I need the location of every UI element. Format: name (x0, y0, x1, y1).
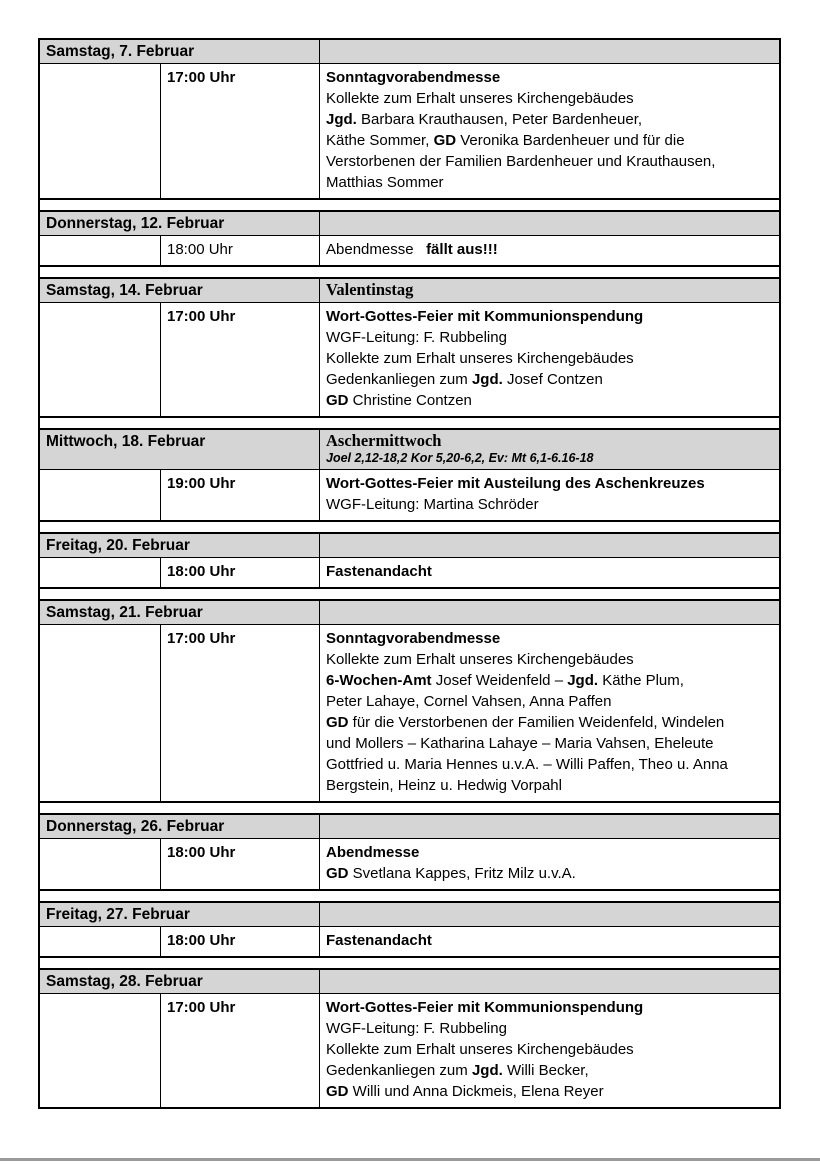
description-run-bold: GD (326, 1083, 349, 1100)
scripture-reference: Joel 2,12-18,2 Kor 5,20-6,2, Ev: Mt 6,1-6.16-18 (326, 451, 594, 465)
description-line (326, 327, 773, 348)
day-header-right-cell (320, 815, 779, 838)
description-run: Josef Weidenfeld – (431, 672, 568, 689)
entry-description (320, 470, 779, 520)
description-run-bold: 6-Wochen-Amt (326, 672, 432, 689)
empty-cell (40, 470, 161, 520)
description-run-bold: Sonntagvorabendmesse (326, 69, 501, 86)
description-run: Willi und Anna Dickmeis, Elena Reyer (348, 1083, 604, 1100)
description-run-bold: Jgd. (326, 111, 357, 128)
description-run: Peter Lahaye, Cornel Vahsen, Anna Paffen (326, 693, 612, 710)
date-label: Samstag, 28. Februar (40, 970, 320, 993)
description-run: Käthe Plum, (598, 672, 684, 689)
description-run: für die Verstorbenen der Familien Weidenfeld, Windelen (348, 714, 725, 731)
description-run-bold: Sonntagvorabendmesse (326, 630, 501, 647)
schedule-entry (40, 557, 779, 587)
empty-cell (40, 927, 161, 956)
description-line (326, 712, 773, 733)
description-run: Christine Contzen (348, 392, 472, 409)
entry-description (320, 994, 779, 1107)
description-line (326, 754, 773, 775)
day-header-right-cell (320, 970, 779, 993)
description-line (326, 649, 773, 670)
description-run-bold: Wort-Gottes-Feier mit Austeilung des Aschenkreuzes (326, 475, 705, 492)
day-header-right-cell (320, 601, 779, 624)
description-line (326, 348, 773, 369)
description-line (326, 67, 773, 88)
section-gap (40, 200, 779, 210)
entry-description (320, 839, 779, 889)
time-label: 19:00 Uhr (161, 470, 320, 520)
empty-cell (40, 994, 161, 1107)
schedule-entry (40, 993, 779, 1107)
description-run: Kollekte zum Erhalt unseres Kirchengebäudes (326, 651, 634, 668)
entry-description (320, 625, 779, 801)
description-line (326, 473, 773, 494)
time-label: 18:00 Uhr (161, 927, 320, 956)
date-label: Donnerstag, 26. Februar (40, 815, 320, 838)
day-section (40, 813, 779, 891)
schedule-entry (40, 624, 779, 801)
description-run: Matthias Sommer (326, 174, 444, 191)
day-section (40, 277, 779, 418)
description-run-bold: Wort-Gottes-Feier mit Kommunionspendung (326, 999, 644, 1016)
section-date-header (40, 430, 779, 469)
description-run: WGF-Leitung: F. Rubbeling (326, 1020, 507, 1037)
description-run: Willi Becker, (502, 1062, 589, 1079)
description-line (326, 628, 773, 649)
day-title: Valentinstag (326, 280, 414, 299)
empty-cell (40, 303, 161, 416)
schedule-entry (40, 926, 779, 956)
day-header-right-cell (320, 903, 779, 926)
time-label: 17:00 Uhr (161, 303, 320, 416)
description-line (326, 930, 773, 951)
description-run-bold: GD (326, 392, 349, 409)
description-line (326, 1018, 773, 1039)
date-label: Donnerstag, 12. Februar (40, 212, 320, 235)
description-run-bold: GD (326, 865, 349, 882)
description-run-bold: Jgd. (471, 1062, 503, 1079)
description-run-bold: Abendmesse (326, 844, 420, 861)
description-run-bold: GD (433, 132, 457, 149)
description-line (326, 239, 773, 260)
empty-cell (40, 625, 161, 801)
schedule-entry (40, 838, 779, 889)
description-run-bold: fällt aus!!! (426, 241, 498, 258)
date-label: Samstag, 7. Februar (40, 40, 320, 63)
day-header-right-cell (320, 430, 779, 469)
description-line (326, 997, 773, 1018)
description-line (326, 390, 773, 411)
section-date-header (40, 279, 779, 302)
section-gap (40, 522, 779, 532)
description-line (326, 494, 773, 515)
time-label: 17:00 Uhr (161, 625, 320, 801)
day-section (40, 901, 779, 958)
day-section (40, 428, 779, 522)
section-date-header (40, 815, 779, 838)
date-label: Samstag, 21. Februar (40, 601, 320, 624)
description-run: Verstorbenen der Familien Bardenheuer und Krauthausen, (326, 153, 716, 170)
day-section (40, 532, 779, 589)
description-line (326, 691, 773, 712)
day-header-right-cell (320, 534, 779, 557)
day-section (40, 968, 779, 1109)
date-label: Mittwoch, 18. Februar (40, 430, 320, 469)
description-run-bold: Jgd. (567, 672, 599, 689)
section-gap (40, 958, 779, 968)
day-section (40, 210, 779, 267)
description-line (326, 151, 773, 172)
date-label: Freitag, 20. Februar (40, 534, 320, 557)
section-date-header (40, 40, 779, 63)
description-run: Kollekte zum Erhalt unseres Kirchengebäudes (326, 350, 634, 367)
entry-description (320, 303, 779, 416)
description-line (326, 561, 773, 582)
description-run: Barbara Krauthausen, Peter Bardenheuer, (356, 111, 643, 128)
entry-description (320, 927, 779, 956)
day-header-right-cell (320, 279, 779, 302)
schedule-entry (40, 63, 779, 198)
description-run: und Mollers – Katharina Lahaye – Maria Vahsen, Eheleute (326, 735, 714, 752)
description-line (326, 863, 773, 884)
description-line (326, 670, 773, 691)
empty-cell (40, 839, 161, 889)
entry-description (320, 236, 779, 265)
entry-description (320, 558, 779, 587)
section-date-header (40, 601, 779, 624)
description-run: Gedenkanliegen zum (326, 371, 472, 388)
description-run: Veronika Bardenheuer und für die (456, 132, 685, 149)
section-date-header (40, 534, 779, 557)
description-run: Abendmesse (326, 241, 427, 258)
description-run: Käthe Sommer, (326, 132, 434, 149)
description-line (326, 306, 773, 327)
day-title: Aschermittwoch (326, 431, 442, 450)
date-label: Freitag, 27. Februar (40, 903, 320, 926)
section-date-header (40, 970, 779, 993)
description-run-bold: Wort-Gottes-Feier mit Kommunionspendung (326, 308, 644, 325)
description-line (326, 369, 773, 390)
time-label: 17:00 Uhr (161, 994, 320, 1107)
description-line (326, 172, 773, 193)
day-header-right-cell (320, 212, 779, 235)
description-run-bold: GD (326, 714, 349, 731)
time-label: 17:00 Uhr (161, 64, 320, 198)
section-gap (40, 589, 779, 599)
description-run: Kollekte zum Erhalt unseres Kirchengebäudes (326, 90, 634, 107)
description-run: Josef Contzen (502, 371, 603, 388)
description-line (326, 1039, 773, 1060)
description-line (326, 733, 773, 754)
time-label: 18:00 Uhr (161, 236, 320, 265)
description-line (326, 842, 773, 863)
schedule-table (38, 38, 781, 1109)
description-run: WGF-Leitung: Martina Schröder (326, 496, 539, 513)
day-section (40, 38, 779, 200)
schedule-entry (40, 469, 779, 520)
description-line (326, 775, 773, 796)
description-run: Kollekte zum Erhalt unseres Kirchengebäudes (326, 1041, 634, 1058)
time-label: 18:00 Uhr (161, 839, 320, 889)
schedule-entry (40, 235, 779, 265)
empty-cell (40, 236, 161, 265)
description-line (326, 1060, 773, 1081)
section-gap (40, 267, 779, 277)
description-run-bold: Fastenandacht (326, 932, 432, 949)
entry-description (320, 64, 779, 198)
day-header-right-cell (320, 40, 779, 63)
page-bottom-edge (0, 1158, 820, 1161)
description-line (326, 130, 773, 151)
time-label: 18:00 Uhr (161, 558, 320, 587)
empty-cell (40, 64, 161, 198)
empty-cell (40, 558, 161, 587)
description-line (326, 109, 773, 130)
description-run-bold: Fastenandacht (326, 563, 432, 580)
section-gap (40, 418, 779, 428)
description-run: Gottfried u. Maria Hennes u.v.A. – Willi Paffen, Theo u. Anna (326, 756, 728, 773)
section-gap (40, 891, 779, 901)
description-line (326, 88, 773, 109)
description-run: Bergstein, Heinz u. Hedwig Vorpahl (326, 777, 562, 794)
date-label: Samstag, 14. Februar (40, 279, 320, 302)
description-run: Gedenkanliegen zum (326, 1062, 472, 1079)
description-run-bold: Jgd. (471, 371, 503, 388)
day-section (40, 599, 779, 803)
description-run: WGF-Leitung: F. Rubbeling (326, 329, 507, 346)
schedule-entry (40, 302, 779, 416)
description-run: Svetlana Kappes, Fritz Milz u.v.A. (348, 865, 576, 882)
section-date-header (40, 212, 779, 235)
section-gap (40, 803, 779, 813)
description-line (326, 1081, 773, 1102)
section-date-header (40, 903, 779, 926)
